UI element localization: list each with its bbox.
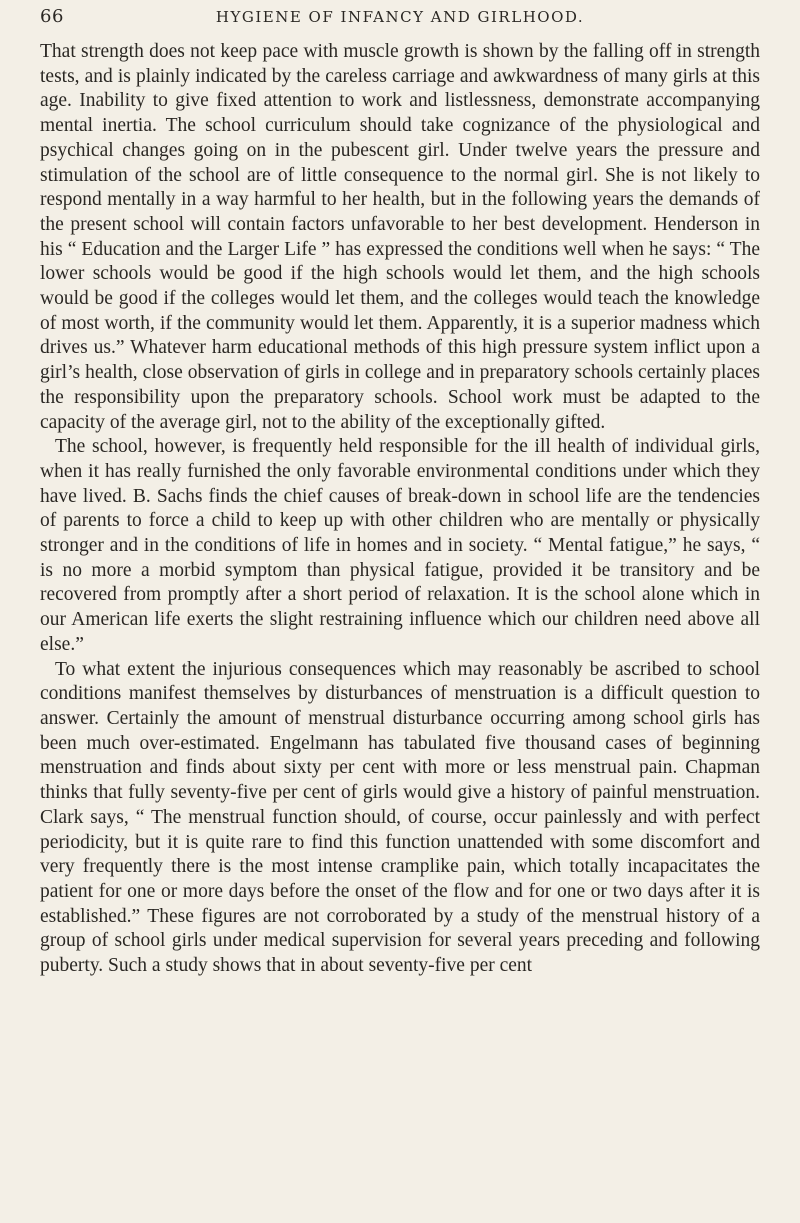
body-text (40, 40, 760, 979)
page-number: 66 (40, 6, 64, 27)
running-title: HYGIENE OF INFANCY AND GIRLHOOD. (215, 8, 585, 26)
paragraph: That strength does not keep pace with muscle growth is shown by the falling off in strength tests, and is plainly indicated by the careless carriage and awkwardness of many girls at this age. Inability to give fixed attention to work and listlessness, demonstrate accompanying mental inertia. The school curriculum should take cognizance of the physiological and psychical changes going on in the pubescent girl. Under twelve years the pressure and stimulation of the school are of little consequence to the normal girl. She is not likely to respond mentally in a way harmful to her health, but in the following years the demands of the present school will contain factors unfavorable to her best development. Henderson in his “ Education and the Larger Life ” has expressed the conditions well when he says: “ The lower schools would be good if the high schools would let them, and the high schools would be good if the colleges would let them, and the colleges would teach the knowledge of most worth, if the community would let them. Apparently, it is a superior madness which drives us.” Whatever harm educational methods of this high pressure system inflict upon a girl’s health, close observation of girls in college and in preparatory schools certainly places the responsibility upon the preparatory schools. School work must be adapted to the capacity of the average girl, not to the ability of the exceptionally gifted. (40, 41, 760, 433)
paragraph: To what extent the injurious consequences which may reasonably be ascribed to school conditions manifest themselves by disturbances of menstruation is a difficult question to answer. Certainly the amount of menstrual disturbance occurring among school girls has been much over-estimated. Engelmann has tabulated five thousand cases of beginning menstruation and finds about sixty per cent with more or less menstrual pain. Chapman thinks that fully seventy-five per cent of girls would give a history of painful menstruation. Clark says, “ The menstrual function should, of course, occur painlessly and with perfect periodicity, but it is quite rare to find this function unattended with some discomfort and very frequently there is the most intense cramplike pain, which totally incapacitates the patient for one or more days before the onset of the flow and for one or two days after it is established.” These figures are not corroborated by a study of the menstrual history of a group of school girls under medical supervision for several years preceding and following puberty. Such a study shows that in about seventy-five per cent (40, 658, 760, 977)
running-head (40, 6, 760, 30)
paragraph: The school, however, is frequently held responsible for the ill health of individual girls, when it has really furnished the only favorable environmental conditions under which they have lived. B. Sachs finds the chief causes of break-down in school life are the tendencies of parents to force a child to keep up with other children who are mentally or physically stronger and in the conditions of life in homes and in society. “ Mental fatigue,” he says, “ is no more a morbid symptom than physical fatigue, provided it be transitory and be recovered from promptly after a short period of relaxation. It is the school alone which in our American life exerts the slight restraining influence which our children need above all else.” (40, 436, 760, 655)
